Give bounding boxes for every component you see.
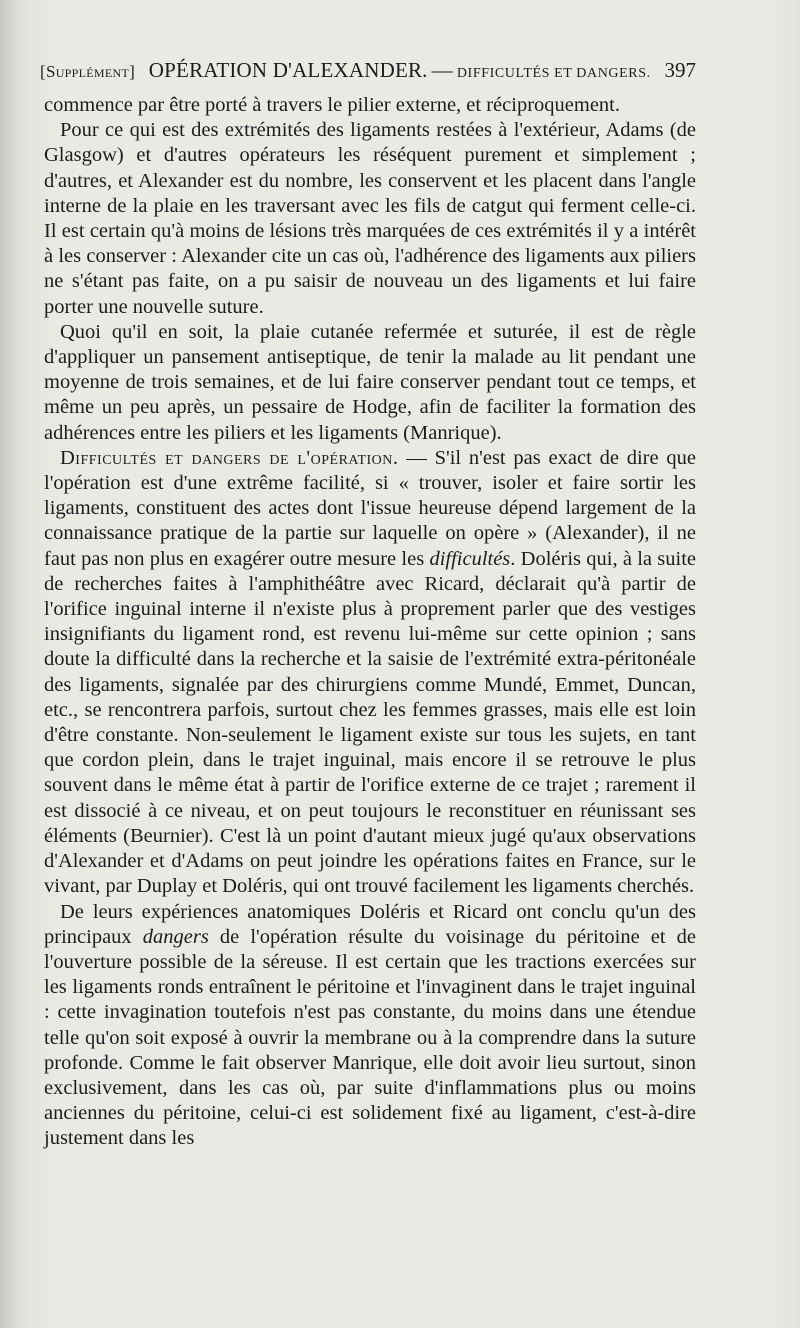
section-heading-difficulties: Difficultés et dangers de l'opération. (60, 446, 399, 469)
dangers-text-b: de l'opération résulte du voisinage du péritoine et de l'ouverture possible de la séreuse. Il est certain que les tractions exercées sur les ligaments ronds entraînent le péritoine et l'invaginent dans le trajet inguinal : cette invagination toutefois n'est pas constante, du moins dans une étendue telle qu'on soit exposé à ouvrir la membrane ou à la comprendre dans la suture profonde. Comme le fait observer Manrique, elle doit avoir lieu surtout, sinon exclusivement, dans les cas où, par suite d'inflammations plus ou moins anciennes du péritoine, celui-ci est solidement fixé au ligament, c'est-à-dire justement dans les (44, 925, 696, 1150)
running-header (40, 58, 696, 88)
header-subtitle: DIFFICULTÉS ET DANGERS. (456, 66, 651, 81)
header-title-group (149, 58, 651, 83)
dangers-italic-term: dangers (142, 925, 209, 948)
header-dash: — (431, 58, 453, 82)
paragraph-dangers (44, 900, 696, 1152)
dangers-text-a: De leurs expériences anatomiques Doléris et Ricard ont conclu qu'un des principaux (44, 900, 696, 948)
difficulties-text-b: . Doléris qui, à la suite de recherches faites à l'amphithéâtre avec Ricard, déclarait qu'à partir de l'orifice inguinal interne il n'existe plus à proprement parler que des vestiges insignifiants du ligament rond, est revenu lui-même sur cette opinion ; sans doute la difficulté dans la recherche et la saisie de l'extrémité extra-péritonéale des ligaments, signalée par des chirurgiens comme Mundé, Emmet, Duncan, etc., se rencontrera parfois, surtout chez les femmes grasses, mais elle est loin d'être constante. Non-seulement le ligament existe sur tous les sujets, en tant que cordon plein, dans le trajet inguinal, mais encore il se retrouve le plus souvent dans le même état à partir de l'orifice externe de ce trajet ; rarement il est dissocié à ce niveau, et on peut toujours le reconstituer en réunissant ses éléments (Beurnier). C'est là un point d'autant mieux jugé qu'aux observations d'Alexander et d'Adams on peut joindre les opérations faites en France, sur le vivant, par Duplay et Doléris, qui ont trouvé facilement les ligaments cherchés. (44, 547, 696, 898)
paragraph-difficulties (44, 446, 696, 900)
page-number: 397 (664, 58, 696, 82)
paragraph-continuation: commence par être porté à travers le pilier externe, et réciproquement. (44, 94, 620, 116)
difficulties-italic-term: difficultés (429, 547, 511, 570)
header-title: OPÉRATION D'ALEXANDER. (148, 58, 428, 82)
section-label: [Supplément] (40, 62, 136, 81)
paragraph-ligament-ends: Pour ce qui est des extrémités des ligaments restées à l'extérieur, Adams (de Glasgow) et d'autres opérateurs les réséquent purement et simplement ; d'autres, et Alexander est du nombre, les conservent et les placent dans l'angle interne de la plaie en les traversant avec les fils de catgut qui ferment celle-ci. Il est certain qu'à moins de lésions très marquées de ces extrémités il y a intérêt à les conserver : Alexander cite un cas où, l'adhérence des ligaments aux piliers ne s'étant pas faite, on a pu saisir de nouveau un des ligaments et lui faire porter une nouvelle suture. (44, 119, 696, 318)
page-body (44, 93, 696, 1152)
difficulties-text-a: — S'il n'est pas exact de dire que l'opération est d'une extrême facilité, si « trouver, isoler et faire sortir les ligaments, constituent des actes dont l'issue heureuse dépend largement de la connaissance pratique de la partie sur laquelle on opère » (Alexander), il ne faut pas non plus en exagérer outre mesure les (44, 446, 696, 570)
paragraph-dressing: Quoi qu'il en soit, la plaie cutanée refermée et suturée, il est de règle d'appliquer un pansement antiseptique, de tenir la malade au lit pendant une moyenne de trois semaines, et de lui faire conserver pendant tout ce temps, et même un peu après, un pessaire de Hodge, afin de faciliter la formation des adhérences entre les piliers et les ligaments (Manrique). (44, 320, 696, 444)
